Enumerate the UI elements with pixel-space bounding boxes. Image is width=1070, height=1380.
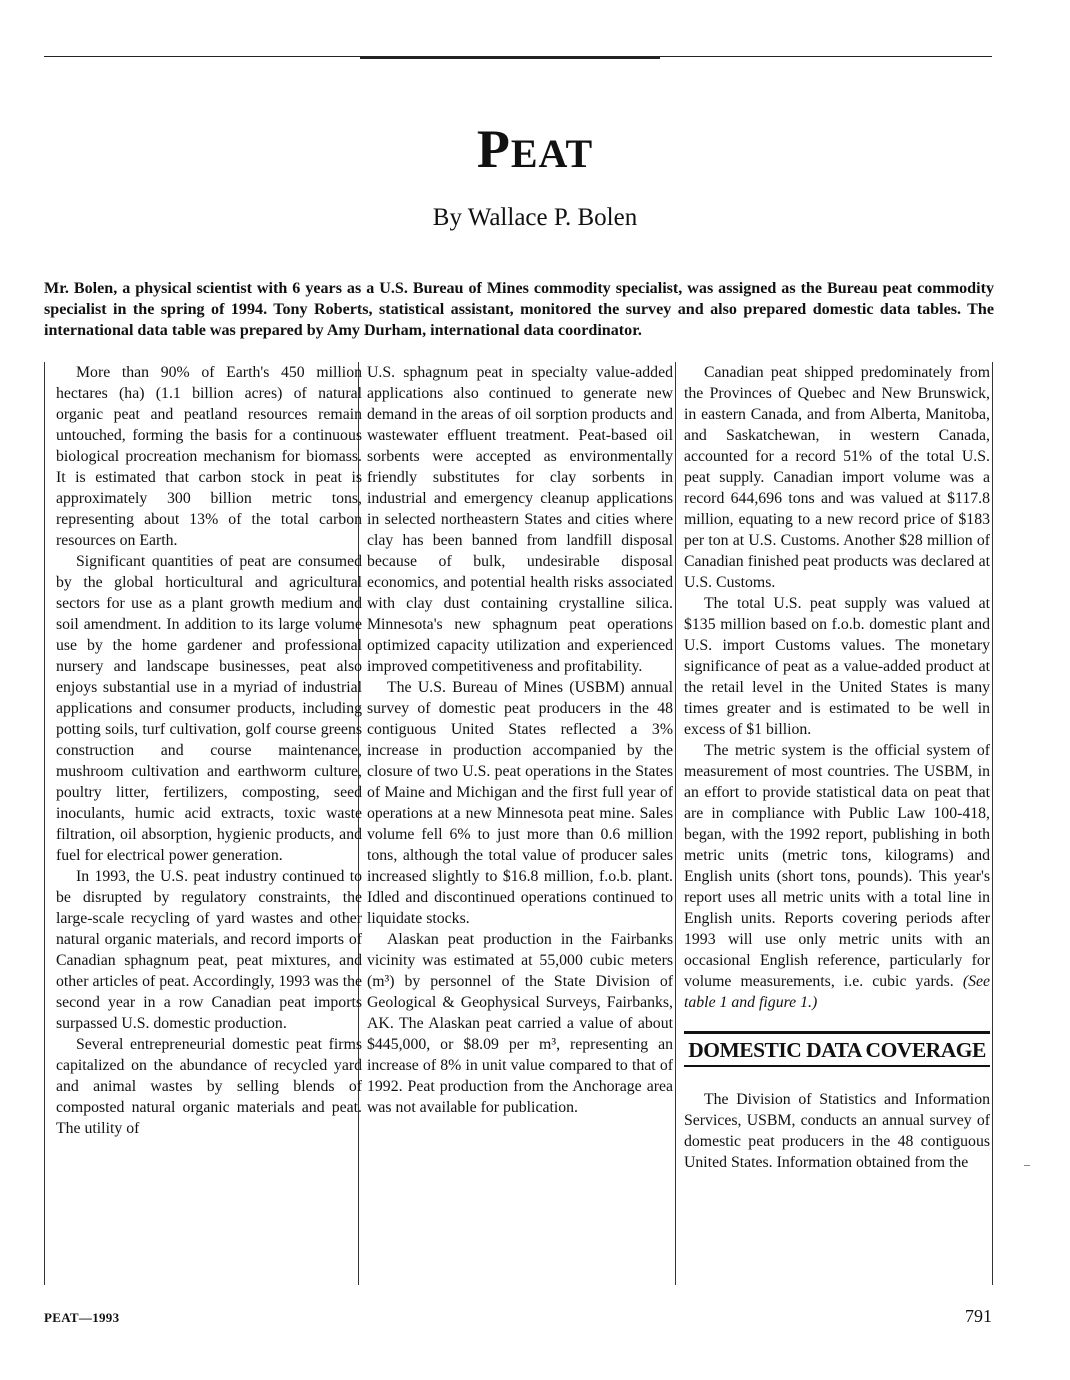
margin-mark [1024, 1165, 1030, 1166]
paragraph: Significant quantities of peat are consumed by the global horticultural and agricultural sectors for use as a plant growth medium and soil amendment. In addition to its large volume use by the home gardener and professional nursery and landscape businesses, peat also enjoys substantial use in a myriad of industrial applications and consumer products, including potting soils, turf cultivation, golf course greens construction and course maintenance, mushroom cultivation and earthworm culture, poultry litter, fertilizers, composting, seed inoculants, humic acid extracts, toxic waste filtration, oil absorption, hygienic products, and fuel for electrical power generation. [56, 553, 362, 864]
column-rule-right [992, 362, 993, 1285]
byline: By Wallace P. Bolen [432, 204, 638, 231]
running-footer: PEAT—1993 [44, 1310, 120, 1325]
paragraph: More than 90% of Earth's 450 million hectares (ha) (1.1 billion acres) of natural organic peat and peatland resources remain untouched, forming the basis for a continuous biological procreation mechanism for biomass. It is estimated that carbon stock in peat is approximately 300 billion metric tons, representing about 13% of the total carbon resources on Earth. [56, 364, 362, 549]
paragraph: Alaskan peat production in the Fairbanks vicinity was estimated at 55,000 cubic meters (m³) by personnel of the State Division of Geological & Geophysical Surveys, Fairbanks, AK. The Alaskan peat carried a value of about $445,000, or $8.09 per m³, representing an increase of 8% in unit value compared to that of 1992. Peat production from the Anchorage area was not available for publication. [367, 931, 673, 1116]
text-column-1 [56, 362, 362, 1139]
paragraph: The U.S. Bureau of Mines (USBM) annual survey of domestic peat producers in the 48 contiguous United States reflected a 3% increase in production accompanied by the closure of two U.S. peat operations in the States of Maine and Michigan and the first full year of operations at a new Minnesota peat mine. Sales volume fell 6% to just more than 0.6 million tons, although the total value of producer sales increased slightly to $16.8 million, f.o.b. plant. Idled and discontinued operations continued to liquidate stocks. [367, 679, 673, 927]
figure-reference: (See table 1 and figure 1.) [684, 973, 990, 1011]
paragraph: Canadian peat shipped predominately from the Provinces of Quebec and New Brunswick, in eastern Canada, and from Alberta, Manitoba, and Saskatchewan, in western Canada, accounted for a record 51% of the total U.S. peat supply. Canadian import volume was a record 644,696 tons and was valued at $117.8 million, equating to a new record price of $183 per ton at U.S. Customs. Another $28 million of Canadian finished peat products was declared at U.S. Customs. [684, 364, 990, 591]
section-heading: DOMESTIC DATA COVERAGE [684, 1031, 990, 1067]
page-title [0, 119, 1070, 179]
title-rest: EAT [510, 131, 594, 176]
paragraph-text: The metric system is the official system of measurement of most countries. The USBM, in an effort to provide statistical data on peat that are in compliance with Public Law 100-418, began, with the 1992 report, publishing in both metric units (metric tons, kilograms) and English units (short tons, pounds). This year's report uses all metric units with a total line in English units. Reports covering periods after 1993 will use only metric units with an occasional English reference, particularly for volume measurements, i.e. cubic yards. [684, 742, 990, 990]
top-rule-accent [360, 57, 660, 59]
paragraph: U.S. sphagnum peat in specialty value-added applications also continued to generate new demand in the areas of oil sorption products and wastewater effluent treatment. Peat-based oil sorbents were accepted as environmentally friendly substitutes for clay sorbents in industrial and emergency cleanup applications in selected northeastern States and cities where clay has been banned from landfill disposal because of bulk, undesirable disposal economics, and potential health risks associated with clay dust containing crystalline silica. Minnesota's new sphagnum peat operations optimized capacity utilization and experienced improved competitiveness and profitability. [367, 364, 673, 675]
text-column-3 [684, 362, 990, 1173]
page-number: 791 [965, 1306, 992, 1326]
paragraph: The Division of Statistics and Information Services, USBM, conducts an annual survey of domestic peat producers in the 48 contiguous United States. Information obtained from the [684, 1091, 990, 1171]
paragraph: In 1993, the U.S. peat industry continued to be disrupted by regulatory constraints, the large-scale recycling of yard wastes and other natural organic materials, and record imports of Canadian sphagnum peat, peat mixtures, and other articles of peat. Accordingly, 1993 was the second year in a row Canadian peat imports surpassed U.S. domestic production. [56, 868, 362, 1032]
paragraph: Several entrepreneurial domestic peat firms capitalized on the abundance of recycled yard and animal wastes by selling blends of composted natural organic materials and peat. The utility of [56, 1036, 362, 1137]
column-rule-middle-right [675, 362, 676, 1285]
text-column-2 [367, 362, 673, 1118]
column-rule-left [44, 362, 45, 1285]
paragraph [684, 740, 990, 1013]
paragraph: The total U.S. peat supply was valued at $135 million based on f.o.b. domestic plant and U.S. import Customs values. The monetary significance of peat as a value-added product at the retail level in the United States is many times greater and is estimated to be well in excess of $1 billion. [684, 595, 990, 738]
title-initial: P [476, 119, 511, 179]
author-credit: Mr. Bolen, a physical scientist with 6 years as a U.S. Bureau of Mines commodity specialist, was assigned as the Bureau peat commodity specialist in the spring of 1994. Tony Roberts, statistical assistant, monitored the survey and also prepared domestic data tables. The international data table was prepared by Amy Durham, international data coordinator. [44, 280, 994, 339]
